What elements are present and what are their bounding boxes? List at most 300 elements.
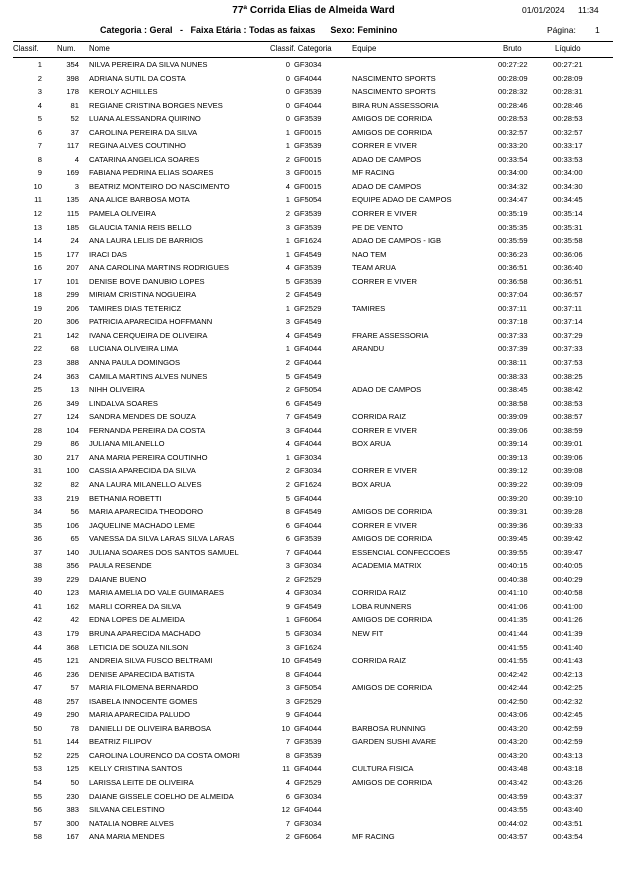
cell-position: 11 (34, 195, 42, 205)
table-row (0, 139, 627, 153)
cell-team: AMIGOS DE CORRIDA (352, 114, 433, 124)
cell-category-rank: 1 (285, 236, 290, 246)
cell-number: 68 (70, 344, 79, 354)
cell-name: SANDRA MENDES DE SOUZA (89, 412, 196, 422)
cell-category: GF4549 (294, 249, 322, 259)
table-row (0, 166, 627, 180)
cell-name: KELLY CRISTINA SANTOS (89, 764, 183, 774)
cell-number: 383 (66, 805, 79, 815)
cell-category-rank: 1 (285, 195, 290, 205)
table-row (0, 248, 627, 262)
cell-number: 78 (70, 723, 79, 733)
cell-position: 39 (33, 574, 42, 584)
cell-position: 20 (33, 317, 42, 327)
cell-position: 38 (33, 561, 42, 571)
cell-position: 52 (33, 750, 42, 760)
cell-number: 306 (66, 317, 79, 327)
cell-category: GF4549 (294, 398, 322, 408)
cell-category-rank: 6 (285, 398, 290, 408)
cell-position: 42 (33, 615, 42, 625)
cell-category-rank: 1 (285, 249, 290, 259)
cell-category: GF3539 (294, 141, 322, 151)
cell-number: 101 (66, 276, 79, 286)
cell-name: CAROLINA LOURENCO DA COSTA OMORI (89, 750, 240, 760)
cell-name: ANNA PAULA DOMINGOS (89, 358, 181, 368)
cell-number: 100 (66, 466, 79, 476)
cell-gross-time: 00:27:22 (498, 60, 528, 69)
table-row (0, 383, 627, 397)
cell-net-time: 00:33:53 (553, 154, 583, 164)
table-row (0, 803, 627, 817)
cell-category-rank: 3 (285, 222, 290, 232)
cell-category: GF3034 (294, 466, 322, 476)
col-header-gross: Bruto (503, 44, 522, 53)
table-row (0, 221, 627, 235)
table-row (0, 668, 627, 682)
cell-name: PAULA RESENDE (89, 561, 152, 571)
col-header-position: Classif. (13, 44, 39, 53)
cell-net-time: 00:41:40 (553, 642, 583, 652)
cell-number: 179 (66, 628, 79, 638)
cell-net-time: 00:39:10 (553, 493, 583, 503)
cell-position: 51 (33, 737, 42, 747)
cell-number: 230 (66, 791, 79, 801)
cell-gross-time: 00:28:09 (498, 73, 528, 83)
cell-category-rank: 1 (285, 615, 290, 625)
cell-position: 7 (37, 141, 42, 151)
cell-category: GF6064 (294, 832, 322, 842)
cell-category-rank: 0 (285, 100, 290, 110)
cell-category: GF3034 (294, 588, 322, 598)
cell-gross-time: 00:34:47 (498, 195, 528, 205)
cell-gross-time: 00:43:06 (498, 710, 528, 720)
table-row (0, 153, 627, 167)
cell-net-time: 00:34:30 (553, 181, 583, 191)
cell-team: NASCIMENTO SPORTS (352, 87, 436, 97)
cell-number: 388 (66, 358, 79, 368)
cell-category-rank: 1 (285, 452, 290, 462)
cell-gross-time: 00:39:22 (498, 479, 528, 489)
cell-category: GF2529 (294, 574, 322, 584)
cell-category: GF4044 (294, 425, 322, 435)
cell-net-time: 00:42:59 (553, 737, 583, 747)
cell-number: 257 (66, 696, 79, 706)
table-row (0, 410, 627, 424)
cell-gross-time: 00:43:20 (498, 723, 528, 733)
cell-team: CORRIDA RAIZ (352, 412, 407, 422)
cell-number: 104 (66, 425, 79, 435)
cell-category-rank: 4 (285, 439, 290, 449)
table-row (0, 99, 627, 113)
cell-net-time: 00:41:43 (553, 656, 583, 666)
cell-net-time: 00:35:14 (553, 209, 583, 219)
cell-net-time: 00:43:37 (553, 791, 583, 801)
cell-name: REGIANE CRISTINA BORGES NEVES (89, 100, 223, 110)
table-row (0, 749, 627, 763)
cell-category: GF3034 (294, 561, 322, 571)
cell-net-time: 00:42:32 (553, 696, 583, 706)
cell-number: 368 (66, 642, 79, 652)
cell-name: EDNA LOPES DE ALMEIDA (89, 615, 185, 625)
cell-category-rank: 9 (285, 601, 290, 611)
cell-number: 178 (66, 87, 79, 97)
cell-gross-time: 00:36:51 (498, 263, 528, 273)
cell-category-rank: 8 (285, 750, 290, 760)
cell-gross-time: 00:32:57 (498, 127, 528, 137)
cell-category-rank: 6 (285, 534, 290, 544)
cell-net-time: 00:28:53 (553, 114, 583, 124)
cell-number: 363 (66, 371, 79, 381)
table-row (0, 370, 627, 384)
cell-gross-time: 00:39:31 (498, 507, 528, 517)
cell-gross-time: 00:36:58 (498, 276, 528, 286)
cell-gross-time: 00:44:02 (498, 818, 528, 828)
cell-gross-time: 00:33:54 (498, 154, 528, 164)
cell-category-rank: 2 (285, 358, 290, 368)
cell-name: ADRIANA SUTIL DA COSTA (89, 73, 186, 83)
cell-position: 4 (37, 100, 42, 110)
cell-category: GF1624 (294, 642, 322, 652)
cell-number: 65 (70, 534, 79, 544)
cell-gross-time: 00:43:20 (498, 737, 528, 747)
table-row (0, 207, 627, 221)
cell-category: GF4044 (294, 805, 322, 815)
cell-number: 115 (66, 209, 79, 219)
cell-team: AMIGOS DE CORRIDA (352, 777, 433, 787)
cell-gross-time: 00:37:11 (498, 303, 527, 313)
cell-gross-time: 00:37:04 (498, 290, 528, 300)
cell-position: 43 (33, 628, 42, 638)
cell-name: NATALIA NOBRE ALVES (89, 818, 174, 828)
cell-net-time: 00:34:45 (553, 195, 583, 205)
cell-category: GF1624 (294, 479, 322, 489)
cell-gross-time: 00:34:00 (498, 168, 528, 178)
cell-gross-time: 00:41:06 (498, 601, 528, 611)
cell-category-rank: 4 (285, 263, 290, 273)
cell-category: GF6064 (294, 615, 322, 625)
cell-category: GF0015 (294, 168, 322, 178)
cell-category-rank: 7 (285, 737, 290, 747)
cell-number: 299 (66, 290, 79, 300)
cell-net-time: 00:39:33 (553, 520, 583, 530)
report-subtitle: Categoria : Geral - Faixa Etária : Todas as faixas Sexo: Feminino (100, 25, 398, 35)
page-number: 1 (595, 25, 600, 35)
cell-net-time: 00:42:25 (553, 683, 583, 693)
cell-net-time: 00:38:42 (553, 385, 583, 395)
cell-name: SILVANA CELESTINO (89, 805, 165, 815)
cell-category: GF1624 (294, 236, 322, 246)
cell-name: LINDALVA SOARES (89, 398, 158, 408)
cell-category-rank: 1 (285, 127, 290, 137)
cell-net-time: 00:38:53 (553, 398, 583, 408)
cell-category-rank: 10 (281, 723, 290, 733)
cell-category: GF5054 (294, 195, 322, 205)
cell-team: CORRIDA RAIZ (352, 656, 407, 666)
cell-net-time: 00:43:54 (553, 832, 583, 842)
cell-net-time: 00:37:11 (553, 303, 582, 313)
cell-net-time: 00:43:51 (553, 818, 583, 828)
cell-name: CAROLINA PEREIRA DA SILVA (89, 127, 198, 137)
cell-position: 5 (37, 114, 42, 124)
cell-gross-time: 00:42:42 (498, 669, 528, 679)
cell-team: CORRER E VIVER (352, 466, 417, 476)
cell-name: JULIANA MILANELLO (89, 439, 165, 449)
cell-name: ANA MARIA PEREIRA COUTINHO (89, 452, 208, 462)
cell-position: 53 (33, 764, 42, 774)
table-row (0, 356, 627, 370)
cell-gross-time: 00:39:12 (498, 466, 528, 476)
cell-net-time: 00:39:08 (553, 466, 583, 476)
cell-team: CORRER E VIVER (352, 520, 417, 530)
cell-number: 142 (66, 330, 79, 340)
cell-net-time: 00:42:59 (553, 723, 583, 733)
cell-name: REGINA ALVES COUTINHO (89, 141, 186, 151)
cell-gross-time: 00:41:10 (498, 588, 528, 598)
cell-gross-time: 00:43:48 (498, 764, 528, 774)
cell-number: 52 (70, 114, 79, 124)
cell-net-time: 00:39:06 (553, 452, 583, 462)
cell-net-time: 00:43:13 (553, 750, 583, 760)
cell-category: GF4549 (294, 601, 322, 611)
cell-net-time: 00:36:06 (553, 249, 583, 259)
table-row (0, 492, 627, 506)
table-row (0, 600, 627, 614)
cell-team: MF RACING (352, 832, 395, 842)
cell-category-rank: 3 (285, 683, 290, 693)
cell-net-time: 00:36:57 (553, 290, 583, 300)
cell-team: AMIGOS DE CORRIDA (352, 507, 433, 517)
cell-category-rank: 2 (285, 466, 290, 476)
cell-category-rank: 0 (285, 114, 290, 124)
table-row (0, 451, 627, 465)
cell-gross-time: 00:39:20 (498, 493, 528, 503)
cell-net-time: 00:39:09 (553, 479, 583, 489)
cell-category: GF2529 (294, 303, 322, 313)
cell-gross-time: 00:40:15 (498, 561, 528, 571)
cell-gross-time: 00:43:20 (498, 750, 528, 760)
cell-name: JAQUELINE MACHADO LEME (89, 520, 195, 530)
cell-team: CORRER E VIVER (352, 209, 417, 219)
cell-number: 117 (66, 141, 79, 151)
cell-name: KEROLY ACHILLES (89, 87, 158, 97)
cell-net-time: 00:28:31 (553, 87, 583, 97)
cell-category-rank: 2 (285, 479, 290, 489)
cell-position: 14 (33, 236, 42, 246)
cell-name: ANA LAURA LELIS DE BARRIOS (89, 236, 203, 246)
cell-category: GF4549 (294, 330, 322, 340)
table-row (0, 586, 627, 600)
cell-net-time: 00:37:53 (553, 358, 583, 368)
cell-number: 290 (66, 710, 79, 720)
cell-net-time: 00:28:09 (553, 73, 583, 83)
cell-name: PAMELA OLIVEIRA (89, 209, 156, 219)
cell-team: ACADEMIA MATRIX (352, 561, 422, 571)
cell-category-rank: 7 (285, 547, 290, 557)
cell-net-time: 00:41:26 (553, 615, 583, 625)
cell-name: DAIANE GISSELE COELHO DE ALMEIDA (89, 791, 234, 801)
cell-category-rank: 4 (285, 777, 290, 787)
cell-gross-time: 00:39:45 (498, 534, 528, 544)
cell-number: 217 (66, 452, 79, 462)
cell-category-rank: 1 (285, 303, 290, 313)
cell-category-rank: 1 (285, 141, 290, 151)
cell-position: 57 (33, 818, 42, 828)
cell-number: 57 (70, 683, 79, 693)
table-row (0, 735, 627, 749)
cell-position: 40 (33, 588, 42, 598)
cell-number: 4 (74, 154, 79, 164)
cell-name: ANA MARIA MENDES (89, 832, 165, 842)
cell-category: GF4044 (294, 439, 322, 449)
cell-team: TAMIRES (352, 303, 386, 313)
table-row (0, 641, 627, 655)
table-row (0, 288, 627, 302)
cell-category: GF3034 (294, 791, 322, 801)
cell-number: 398 (66, 73, 79, 83)
cell-gross-time: 00:37:18 (498, 317, 528, 327)
table-row (0, 532, 627, 546)
cell-team: BOX ARUA (352, 479, 391, 489)
cell-position: 28 (33, 425, 42, 435)
cell-name: MARIA APARECIDA THEODORO (89, 507, 204, 517)
col-header-category-rank: Classif. Categoria (270, 44, 332, 53)
table-row (0, 234, 627, 248)
cell-net-time: 00:39:47 (553, 547, 583, 557)
cell-category: GF4549 (294, 656, 322, 666)
cell-category: GF4044 (294, 100, 322, 110)
cell-gross-time: 00:40:38 (498, 574, 528, 584)
cell-category: GF4044 (294, 547, 322, 557)
cell-category: GF4044 (294, 723, 322, 733)
cell-team: AMIGOS DE CORRIDA (352, 683, 433, 693)
cell-category-rank: 10 (281, 656, 290, 666)
cell-position: 6 (37, 127, 42, 137)
cell-name: MARIA AMELIA DO VALE GUIMARAES (89, 588, 224, 598)
cell-position: 47 (33, 683, 42, 693)
cell-gross-time: 00:41:55 (498, 642, 528, 652)
cell-number: 169 (66, 168, 79, 178)
cell-gross-time: 00:28:53 (498, 114, 528, 124)
cell-net-time: 00:28:46 (553, 100, 583, 110)
cell-net-time: 00:43:26 (553, 777, 583, 787)
cell-category: GF2529 (294, 696, 322, 706)
table-row (0, 505, 627, 519)
cell-name: VANESSA DA SILVA LARAS SILVA LARAS (89, 534, 235, 544)
cell-category: GF5054 (294, 683, 322, 693)
cell-name: DAIANE BUENO (89, 574, 147, 584)
cell-number: 56 (70, 507, 79, 517)
cell-name: PATRICIA APARECIDA HOFFMANN (89, 317, 213, 327)
cell-category: GF3539 (294, 750, 322, 760)
cell-name: CAMILA MARTINS ALVES NUNES (89, 371, 208, 381)
cell-net-time: 00:42:45 (553, 710, 583, 720)
table-row (0, 112, 627, 126)
cell-name: DENISE BOVE DANUBIO LOPES (89, 276, 205, 286)
cell-number: 24 (70, 236, 79, 246)
cell-gross-time: 00:39:09 (498, 412, 528, 422)
cell-category: GF3539 (294, 534, 322, 544)
cell-category-rank: 5 (285, 628, 290, 638)
cell-gross-time: 00:39:14 (498, 439, 528, 449)
cell-net-time: 00:41:39 (553, 628, 583, 638)
cell-net-time: 00:34:00 (553, 168, 583, 178)
cell-net-time: 00:38:57 (553, 412, 583, 422)
col-header-team: Equipe (352, 44, 377, 53)
table-row (0, 72, 627, 86)
cell-name: MARIA FILOMENA BERNARDO (89, 683, 199, 693)
cell-category: GF3539 (294, 209, 322, 219)
cell-name: TAMIRES DIAS TETERICZ (89, 303, 182, 313)
cell-name: MARLI CORREA DA SILVA (89, 601, 182, 611)
cell-gross-time: 00:38:58 (498, 398, 528, 408)
header-divider-top (13, 41, 613, 42)
cell-category-rank: 8 (285, 669, 290, 679)
cell-category-rank: 5 (285, 493, 290, 503)
cell-position: 41 (33, 601, 42, 611)
cell-category: GF4549 (294, 507, 322, 517)
cell-category: GF3034 (294, 452, 322, 462)
cell-category: GF5054 (294, 385, 322, 395)
cell-category-rank: 0 (285, 87, 290, 97)
cell-name: BEATRIZ MONTEIRO DO NASCIMENTO (89, 181, 230, 191)
cell-position: 58 (33, 832, 42, 842)
table-row (0, 573, 627, 587)
cell-number: 300 (66, 818, 79, 828)
cell-number: 135 (66, 195, 79, 205)
cell-gross-time: 00:39:36 (498, 520, 528, 530)
cell-position: 16 (33, 263, 42, 273)
cell-category-rank: 9 (285, 710, 290, 720)
cell-position: 13 (33, 222, 42, 232)
cell-position: 34 (33, 507, 42, 517)
cell-category: GF4044 (294, 669, 322, 679)
cell-team: ESSENCIAL CONFECCOES (352, 547, 451, 557)
cell-name: LUANA ALESSANDRA QUIRINO (89, 114, 201, 124)
cell-position: 18 (33, 290, 42, 300)
cell-number: 207 (66, 263, 79, 273)
cell-team: AMIGOS DE CORRIDA (352, 127, 433, 137)
cell-category-rank: 11 (282, 764, 290, 774)
col-header-net: Líquido (555, 44, 581, 53)
cell-number: 219 (66, 493, 79, 503)
cell-category-rank: 8 (285, 507, 290, 517)
table-row (0, 329, 627, 343)
cell-position: 35 (33, 520, 42, 530)
cell-category: GF0015 (294, 154, 322, 164)
cell-category-rank: 2 (285, 290, 290, 300)
cell-gross-time: 00:42:50 (498, 696, 528, 706)
table-row (0, 85, 627, 99)
cell-team: NAO TEM (352, 249, 387, 259)
cell-gross-time: 00:41:44 (498, 628, 528, 638)
cell-name: DANIELLI DE OLIVEIRA BARBOSA (89, 723, 211, 733)
table-row (0, 627, 627, 641)
cell-category-rank: 4 (285, 588, 290, 598)
cell-name: BEATRIZ FILIPOV (89, 737, 152, 747)
cell-gross-time: 00:39:13 (498, 452, 528, 462)
results-table (0, 58, 627, 844)
cell-name: FABIANA PEDRINA ELIAS SOARES (89, 168, 214, 178)
table-row (0, 776, 627, 790)
cell-position: 32 (33, 479, 42, 489)
cell-team: ADAO DE CAMPOS - IGB (352, 236, 442, 246)
cell-category-rank: 3 (285, 696, 290, 706)
cell-net-time: 00:35:31 (553, 222, 583, 232)
cell-category-rank: 12 (281, 805, 290, 815)
cell-gross-time: 00:38:33 (498, 371, 528, 381)
cell-category-rank: 2 (285, 385, 290, 395)
cell-gross-time: 00:35:35 (498, 222, 528, 232)
